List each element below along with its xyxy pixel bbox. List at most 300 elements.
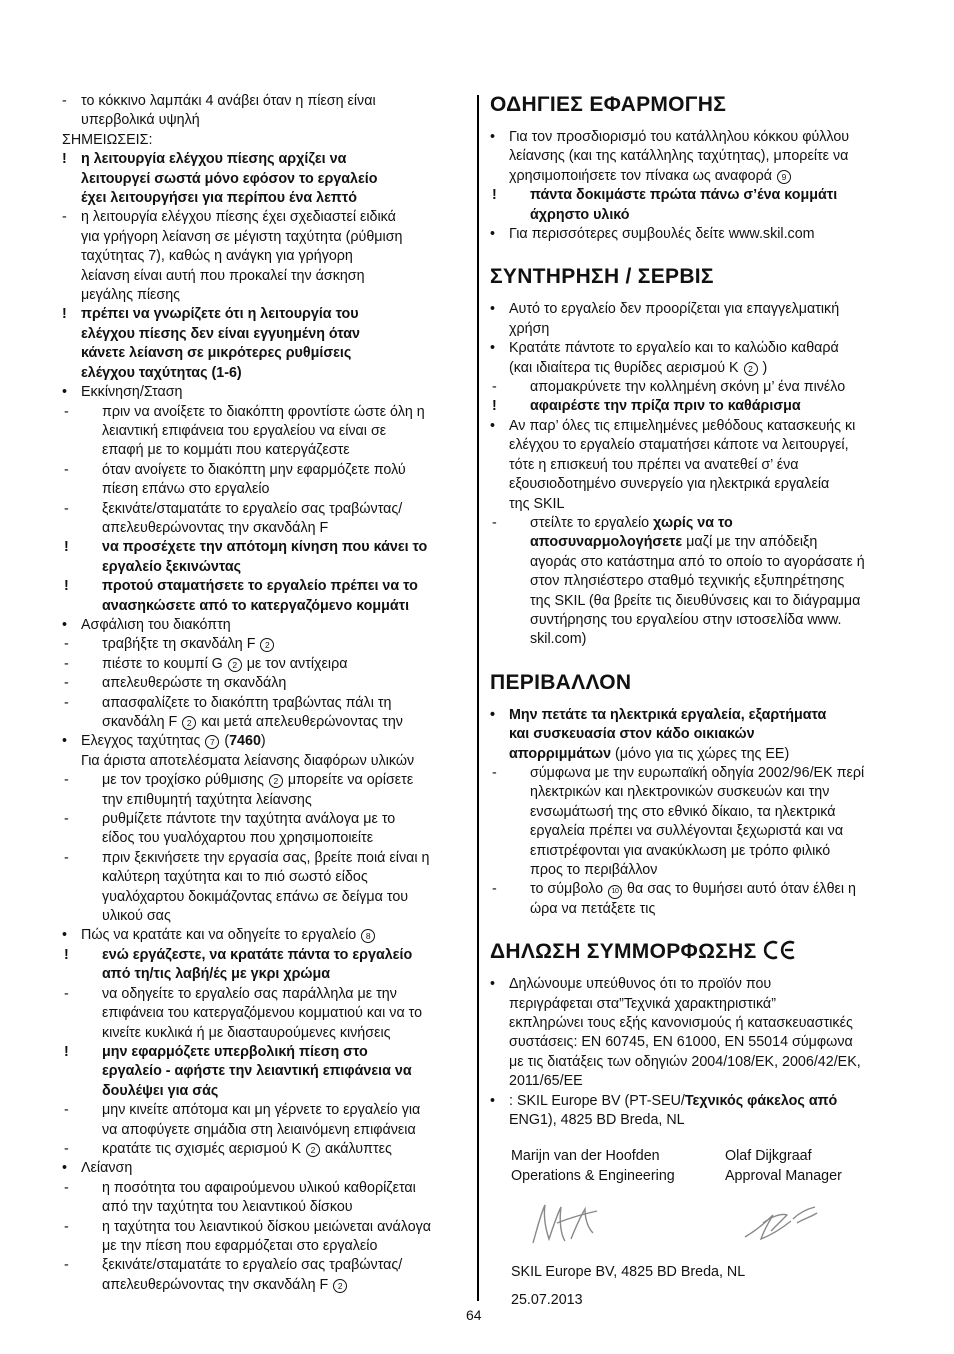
text-line xyxy=(490,300,910,319)
line-text: λείανσης (και της κατάλληλης ταχύτητας), μπορείτε να xyxy=(509,148,849,165)
text-line xyxy=(490,725,910,744)
text-line xyxy=(490,417,910,436)
line-text: Κρατάτε πάντοτε το εργαλείο και το καλώδιο καθαρά xyxy=(509,340,839,357)
callout-number: 10 xyxy=(608,885,622,899)
signatory-2 xyxy=(725,1147,842,1186)
line-text: Ελεγχος ταχύτητας xyxy=(81,733,201,750)
text-line xyxy=(490,1014,910,1033)
line-text: πάντα δοκιμάστε πρώτα πάνω σ’ένα κομμάτι xyxy=(530,187,838,204)
text-line xyxy=(62,228,466,247)
dash-marker: - xyxy=(492,379,497,396)
line-text: ακάλυπτες xyxy=(325,1140,392,1157)
text-line xyxy=(490,436,910,455)
text-line xyxy=(62,597,466,616)
warning-marker: ! xyxy=(64,578,69,595)
line-text: την επιθυμητή ταχύτητα λείανσης xyxy=(102,791,312,808)
signature-block xyxy=(511,1147,910,1347)
text-line xyxy=(62,888,466,907)
line-text: όταν ανοίγετε το διακόπτη μην εφαρμόζετε πολύ xyxy=(102,461,406,478)
text-line xyxy=(490,803,910,822)
bold-text: χωρίς να το xyxy=(653,514,733,531)
text-line xyxy=(62,441,466,460)
line-text: από τη/τις λαβή/ές με γκρι χρώμα xyxy=(102,966,331,983)
text-line xyxy=(62,208,466,227)
line-text: ηλεκτρικών και ηλεκτρονικών συσκευών και την xyxy=(530,784,830,801)
line-text: της SKIL (θα βρείτε τις διευθύνσεις και το διάγραμμα xyxy=(530,592,861,609)
text-line xyxy=(62,1237,466,1256)
line-text: η λειτουργία ελέγχου πίεσης έχει σχεδιαστεί ειδικά xyxy=(81,209,396,226)
text-line xyxy=(490,206,910,225)
bold-text: 7460 xyxy=(229,733,261,750)
text-line xyxy=(62,305,466,324)
heading-text: ΟΔΗΓΙΕΣ ΕΦΑΡΜΟΓΗΣ xyxy=(490,93,727,116)
signatory-1 xyxy=(511,1147,675,1186)
text-line xyxy=(490,378,910,397)
dash-marker: - xyxy=(64,461,69,478)
line-text: έχει λειτουργήσει για περίπου ένα λεπτό xyxy=(81,190,357,207)
heading-gap xyxy=(490,696,910,706)
text-line xyxy=(490,630,910,649)
bullet-marker: • xyxy=(490,706,496,723)
line-text: πριν να ανοίξετε το διακόπτη φροντίστε ώστε όλη η xyxy=(102,403,425,420)
line-text: πριν ξεκινήσετε την εργασία σας, βρείτε ποιά είναι η xyxy=(102,849,430,866)
handwritten-signature-2 xyxy=(741,1201,821,1247)
callout-number: 2 xyxy=(228,658,242,672)
line-text: ενώ εργάζεστε, να κρατάτε πάντα το εργαλείο xyxy=(102,946,413,963)
callout-number: 2 xyxy=(269,774,283,788)
warning-marker: ! xyxy=(62,151,67,168)
line-text: ( xyxy=(224,733,230,750)
line-text: ελέγχου το εργαλείο σταματήσει κάποτε να λειτουργεί, xyxy=(509,437,849,454)
text-line xyxy=(62,694,466,713)
bold-text: αποσυναρμολογήσετε xyxy=(530,534,683,551)
text-line xyxy=(490,1092,910,1111)
heading-gap xyxy=(490,965,910,975)
line-text: Πώς να κρατάτε και να οδηγείτε το εργαλείο xyxy=(81,927,357,944)
line-text: το κόκκινο λαμπάκι 4 ανάβει όταν η πίεση είναι xyxy=(81,93,376,109)
section-heading xyxy=(490,670,910,696)
dash-marker: - xyxy=(64,1218,69,1235)
handwritten-signature-1 xyxy=(527,1199,607,1249)
warning-marker: ! xyxy=(62,306,67,323)
dash-marker: - xyxy=(64,500,69,517)
dash-marker: - xyxy=(64,694,69,711)
text-line xyxy=(62,1159,466,1178)
callout-number: 2 xyxy=(744,362,758,376)
text-line xyxy=(490,186,910,205)
line-text: καλύτερη ταχύτητα και το πιό σωστό είδος xyxy=(102,869,368,886)
text-line xyxy=(62,461,466,480)
text-line xyxy=(490,572,910,591)
line-text: να προσέχετε την απότομη κίνηση που κάνει το xyxy=(102,539,428,556)
line-text: για γρήγορη λείανση σε μέγιστη ταχύτητα (ρύθμιση xyxy=(81,228,403,245)
dash-marker: - xyxy=(64,675,69,692)
bold-text: απορριμμάτων xyxy=(509,745,612,762)
heading-text: ΣΥΝΤΗΡΗΣΗ / ΣΕΡΒΙΣ xyxy=(490,265,714,289)
text-line xyxy=(62,771,466,790)
dash-marker: - xyxy=(64,1102,69,1119)
line-text: η ταχύτητα του λειαντικού δίσκου μειώνεται ανάλογα xyxy=(102,1218,432,1235)
text-line xyxy=(62,713,466,732)
text-line xyxy=(62,1140,466,1159)
text-line xyxy=(490,128,910,147)
line-text: ξεκινάτε/σταματάτε το εργαλείο σας τραβώντας/ xyxy=(102,500,403,517)
dash-marker: - xyxy=(64,985,69,1002)
line-text: μαζί με την απόδειξη xyxy=(682,534,818,551)
line-text: Για τον προσδιορισμό του κατάλληλου κόκκου φύλλου xyxy=(509,129,850,145)
bullet-marker: • xyxy=(490,1092,496,1109)
heading-gap xyxy=(490,290,910,300)
line-text: μην κινείτε απότομα και μη γέρνετε το εργαλείο για xyxy=(102,1102,421,1119)
text-line xyxy=(490,514,910,533)
text-line xyxy=(62,189,466,208)
signatory-role: Operations & Engineering xyxy=(511,1167,675,1184)
line-text: αφαιρέστε την πρίζα πριν το καθάρισμα xyxy=(530,398,801,415)
dash-marker: - xyxy=(64,403,69,420)
text-line xyxy=(62,635,466,654)
line-text: χρησιμοποιήσετε τον πίνακα ως αναφορά xyxy=(509,167,773,184)
text-line xyxy=(490,995,910,1014)
dash-marker: - xyxy=(64,655,69,672)
text-line xyxy=(62,849,466,868)
dash-marker: - xyxy=(62,209,67,226)
text-line xyxy=(62,1101,466,1120)
heading-text: ΠΕΡΙΒΑΛΛΟΝ xyxy=(490,670,632,694)
signatory-name: Olaf Dijkgraaf xyxy=(725,1148,812,1165)
line-text: κάνετε λείανση σε μικρότερες ρυθμίσεις xyxy=(81,345,352,362)
bullet-marker: • xyxy=(490,129,496,145)
dash-marker: - xyxy=(64,636,69,653)
text-line xyxy=(62,732,466,751)
text-line xyxy=(62,791,466,810)
left-column xyxy=(62,92,466,1295)
text-line xyxy=(62,403,466,422)
text-line xyxy=(490,1111,910,1130)
line-text: ΣΗΜΕΙΩΣΕΙΣ: xyxy=(62,131,153,148)
line-text: της SKIL xyxy=(509,495,565,512)
text-line xyxy=(490,706,910,725)
line-text: Για περισσότερες συμβουλές δείτε www.skil.com xyxy=(509,226,815,243)
warning-marker: ! xyxy=(64,946,69,963)
text-line xyxy=(62,364,466,383)
text-line xyxy=(62,344,466,363)
text-line xyxy=(490,1053,910,1072)
text-line xyxy=(62,810,466,829)
line-text: με τον τροχίσκο ρύθμισης xyxy=(102,772,264,789)
line-text: ξεκινάτε/σταματάτε το εργαλείο σας τραβώντας/ xyxy=(102,1257,403,1274)
text-line xyxy=(62,150,466,169)
callout-number: 8 xyxy=(361,929,375,943)
text-line xyxy=(490,745,910,764)
line-text: : SKIL Europe BV (PT-SEU/ xyxy=(509,1092,685,1109)
line-text: υλικού σας xyxy=(102,908,171,925)
line-text: επαφή με το κομμάτι που κατεργάζεστε xyxy=(102,442,350,459)
line-text: μπορείτε να ορίσετε xyxy=(287,772,414,789)
text-line xyxy=(62,1121,466,1140)
text-line xyxy=(62,1004,466,1023)
text-line xyxy=(62,985,466,1004)
line-text: και συσκευασία στον κάδο οικιακών xyxy=(509,726,755,743)
line-text: σκανδάλη F xyxy=(102,714,178,730)
text-line xyxy=(62,752,466,771)
line-text: (και ιδιαίτερα τις θυρίδες αερισμού K xyxy=(509,359,739,376)
declaration-date: 25.07.2013 xyxy=(511,1292,583,1309)
line-text: σύμφωνα με την ευρωπαϊκή οδηγία 2002/96/ΕΚ περί xyxy=(530,764,865,781)
text-line xyxy=(490,397,910,416)
text-line xyxy=(62,558,466,577)
bullet-marker: • xyxy=(490,301,496,318)
text-line xyxy=(62,286,466,305)
line-text: εκπληρώνει τους εξής κανονισμούς ή κατασκευαστικές xyxy=(509,1015,853,1032)
line-text: ενσωμάτωσή της στο εθνικό δίκαιο, τα ηλεκτρικά xyxy=(530,803,836,820)
text-line xyxy=(62,325,466,344)
line-text: γυαλόχαρτου δοκιμάζοντας επάνω σε δείγμα του xyxy=(102,888,409,905)
company-address: SKIL Europe BV, 4825 BD Breda, NL xyxy=(511,1264,746,1281)
bullet-marker: • xyxy=(490,226,496,243)
line-text: ) xyxy=(260,733,266,750)
line-text: μην εφαρμόζετε υπερβολική πίεση στο xyxy=(102,1043,368,1060)
text-line xyxy=(490,783,910,802)
line-text: πίεση επάνω στο εργαλείο xyxy=(102,481,270,498)
text-line xyxy=(490,611,910,630)
text-line xyxy=(490,533,910,552)
dash-marker: - xyxy=(492,764,497,781)
text-line xyxy=(490,553,910,572)
bullet-marker: • xyxy=(62,733,68,750)
line-text: ρυθμίζετε πάντοτε την ταχύτητα ανάλογα με το xyxy=(102,811,396,828)
right-column xyxy=(490,92,910,1347)
line-text: από την ταχύτητα του λειαντικού δίσκου xyxy=(102,1199,353,1216)
line-text: τότε η επισκευή του πρέπει να ανατεθεί σ’ ένα xyxy=(509,456,799,473)
line-text: απελευθερώνοντας την σκανδάλη F xyxy=(102,1276,329,1293)
text-line xyxy=(490,456,910,475)
line-text: 2011/65/ΕΕ xyxy=(509,1073,583,1090)
text-line xyxy=(62,577,466,596)
line-text: λειαντική επιφάνεια του εργαλείου να είναι σε xyxy=(102,422,387,439)
text-line xyxy=(62,829,466,848)
text-line xyxy=(62,868,466,887)
text-line xyxy=(490,339,910,358)
text-line xyxy=(62,1276,466,1295)
text-line xyxy=(62,1043,466,1062)
text-line xyxy=(62,1218,466,1237)
line-text: η λειτουργία ελέγχου πίεσης αρχίζει να xyxy=(81,151,347,168)
line-text: συντήρησης του εργαλείου στην ιστοσελίδα www. xyxy=(530,611,842,628)
warning-marker: ! xyxy=(492,187,497,204)
text-line xyxy=(490,167,910,186)
text-line xyxy=(490,359,910,378)
line-text: ελέγχου ταχύτητας (1-6) xyxy=(81,364,242,381)
text-line xyxy=(62,170,466,189)
text-line xyxy=(62,674,466,693)
line-text: στείλτε το εργαλείο xyxy=(530,514,654,531)
signatory-role: Approval Manager xyxy=(725,1167,842,1184)
line-text: Εκκίνηση/Σταση xyxy=(81,384,183,401)
line-text: ελέγχου πίεσης δεν είναι εγγυημένη όταν xyxy=(81,325,360,342)
section-heading xyxy=(490,264,910,290)
line-text: με τις διατάξεις των οδηγιών 2004/108/ΕΚ, 2006/42/ΕΚ, xyxy=(509,1053,861,1070)
line-text: είδος του γυαλόχαρτου που χρησιμοποιείτε xyxy=(102,830,374,847)
line-text: εργαλείο - αφήστε την λειαντική επιφάνεια να xyxy=(102,1063,412,1080)
text-line xyxy=(490,880,910,899)
dash-marker: - xyxy=(64,772,69,789)
section-gap xyxy=(490,244,910,264)
line-text: skil.com) xyxy=(530,631,587,648)
text-line xyxy=(62,1179,466,1198)
line-text: αγοράς στο κατάστημα από το οποίο το αγοράσατε ή xyxy=(530,553,865,570)
callout-number: 7 xyxy=(205,735,219,749)
line-text: εργαλείο ξεκινώντας xyxy=(102,558,242,575)
text-line xyxy=(490,822,910,841)
text-line xyxy=(62,480,466,499)
line-text: επιφάνεια του κατεργαζόμενου κομματιού και να το xyxy=(102,1005,423,1022)
text-line xyxy=(490,495,910,514)
text-line xyxy=(62,538,466,557)
text-line xyxy=(490,147,910,166)
line-text: απελευθερώστε τη σκανδάλη xyxy=(102,675,287,692)
line-text: στον πλησιέστερο σταθμό τεχνικής εξυπηρέτησης xyxy=(530,573,845,590)
bullet-marker: • xyxy=(62,927,68,944)
line-text: με την πίεση που εφαρμόζεται στο εργαλείο xyxy=(102,1237,378,1254)
bullet-marker: • xyxy=(62,616,68,633)
line-text: ανασηκώσετε από το κατεργαζόμενο κομμάτι xyxy=(102,597,410,614)
text-line xyxy=(62,500,466,519)
line-text: με τον αντίχειρα xyxy=(246,655,348,672)
text-line xyxy=(490,225,910,244)
text-line xyxy=(62,247,466,266)
text-line xyxy=(490,842,910,861)
line-text: Αν παρ’ όλες τις επιμελημένες μεθόδους κατασκευής κι xyxy=(509,417,856,434)
callout-number: 2 xyxy=(260,638,274,652)
line-text: και μετά απελευθερώνοντας την xyxy=(201,714,403,730)
dash-marker: - xyxy=(64,1179,69,1196)
line-text: τραβήξτε τη σκανδάλη F xyxy=(102,636,256,653)
line-text: θα σας το θυμήσει αυτό όταν έλθει η xyxy=(627,881,857,898)
section-heading xyxy=(490,92,910,118)
text-line xyxy=(490,861,910,880)
text-line xyxy=(490,1072,910,1091)
line-text: ώρα να πετάξετε τις xyxy=(530,900,656,917)
line-text: επιστρέφονται για ανακύκλωση με τρόπο φιλικό xyxy=(530,842,831,859)
line-text: ENG1), 4825 BD Breda, NL xyxy=(509,1112,685,1129)
text-line xyxy=(62,655,466,674)
text-line xyxy=(490,900,910,919)
line-text: η ποσότητα του αφαιρούμενου υλικού καθορίζεται xyxy=(102,1179,416,1196)
dash-marker: - xyxy=(492,514,497,531)
text-line xyxy=(62,965,466,984)
line-text: δουλέψει για σάς xyxy=(102,1082,219,1099)
line-text: προτού σταματήσετε το εργαλείο πρέπει να το xyxy=(102,578,418,595)
bold-text: Τεχνικός φάκελος από xyxy=(684,1092,838,1109)
line-text: λειτουργεί σωστά μόνο εφόσον το εργαλείο xyxy=(81,170,378,187)
callout-number: 2 xyxy=(306,1143,320,1157)
section-gap xyxy=(490,919,910,939)
line-text: να οδηγείτε το εργαλείο σας παράλληλα με την xyxy=(102,985,397,1002)
line-text: Αυτό το εργαλείο δεν προορίζεται για επαγγελματική xyxy=(509,301,840,318)
section-gap xyxy=(490,650,910,670)
line-text: Ασφάλιση του διακόπτη xyxy=(81,616,231,633)
column-divider xyxy=(477,95,479,1301)
line-text: πρέπει να γνωρίζετε ότι η λειτουργία του xyxy=(81,306,359,323)
text-line xyxy=(62,946,466,965)
line-text: πιέστε το κουμπί G xyxy=(102,655,223,672)
line-text: να αποφύγετε σημάδια στη λειαινόμενη επιφάνεια xyxy=(102,1121,416,1138)
warning-marker: ! xyxy=(64,1043,69,1060)
bullet-marker: • xyxy=(490,417,496,434)
bullet-marker: • xyxy=(490,976,496,993)
text-line xyxy=(62,519,466,538)
text-line xyxy=(62,926,466,945)
text-line xyxy=(62,131,466,150)
signatory-name: Marijn van der Hoofden xyxy=(511,1148,660,1165)
warning-marker: ! xyxy=(492,398,497,415)
line-text: Δηλώνουμε υπεύθυνος ότι το προϊόν που xyxy=(509,976,772,993)
text-line xyxy=(62,111,466,130)
line-text: απασφαλίζετε το διακόπτη τραβώντας πάλι τη xyxy=(102,694,392,711)
line-text: κρατάτε τις σχισμές αερισμού K xyxy=(102,1140,302,1157)
callout-number: 2 xyxy=(182,716,196,730)
callout-number: 9 xyxy=(777,170,791,184)
line-text: απομακρύνετε την κολλημένη σκόνη μ’ ένα πινέλο xyxy=(530,379,846,396)
text-line xyxy=(490,1033,910,1052)
dash-marker: - xyxy=(64,1140,69,1157)
text-line xyxy=(62,1198,466,1217)
line-text: ταχύτητας 7), καθώς η ανάγκη για γρήγορη xyxy=(81,248,353,265)
line-text: εργαλεία πρέπει να συλλέγονται ξεχωριστά και να xyxy=(530,823,844,840)
line-text: συστάσεις: EN 60745, EN 61000, EN 55014 σύμφωνα xyxy=(509,1034,853,1051)
line-text: υπερβολικά υψηλή xyxy=(81,112,200,129)
text-line xyxy=(62,92,466,111)
line-text: Μην πετάτε τα ηλεκτρικά εργαλεία, εξαρτήματα xyxy=(509,706,827,723)
line-text: προς το περιβάλλον xyxy=(530,862,658,878)
dash-marker: - xyxy=(64,1257,69,1274)
line-text: Για άριστα αποτελέσματα λείανσης διαφόρων υλικών xyxy=(81,752,415,769)
line-text: κινείτε κυκλικά ή με διασταυρούμενες κινήσεις xyxy=(102,1024,391,1041)
text-line xyxy=(62,1256,466,1275)
line-text: περιγράφεται στα”Τεχνικά χαρακτηριστικά” xyxy=(509,995,776,1012)
page-number: 64 xyxy=(466,1307,482,1323)
line-text: Λείανση xyxy=(81,1160,133,1177)
text-line xyxy=(62,1024,466,1043)
line-text: (μόνο για τις χώρες της ΕΕ) xyxy=(611,745,790,762)
line-text: άχρηστο υλικό xyxy=(530,206,630,223)
heading-text: ΔΗΛΩΣΗ ΣΥΜΜΟΡΦΩΣΗΣ xyxy=(490,940,757,964)
dash-marker: - xyxy=(62,93,67,109)
warning-marker: ! xyxy=(64,539,69,556)
text-line xyxy=(490,764,910,783)
line-text: μεγάλης πίεσης xyxy=(81,287,181,304)
heading-gap xyxy=(490,118,910,128)
line-text: το σύμβολο xyxy=(530,881,604,898)
bullet-marker: • xyxy=(490,340,496,357)
text-line xyxy=(490,320,910,339)
line-text: ) xyxy=(762,359,768,376)
line-text: εξουσιοδοτημένο συνεργείο για ηλεκτρικά εργαλεία xyxy=(509,476,830,493)
dash-marker: - xyxy=(64,849,69,866)
text-line xyxy=(490,475,910,494)
callout-number: 2 xyxy=(333,1279,347,1293)
line-text: λείανση είναι αυτή που προκαλεί την άσκηση xyxy=(81,267,365,284)
text-line xyxy=(490,975,910,994)
section-heading xyxy=(490,939,910,965)
text-line xyxy=(62,1082,466,1101)
bullet-marker: • xyxy=(62,1160,68,1177)
line-text: χρήση xyxy=(509,320,550,337)
bullet-marker: • xyxy=(62,384,68,401)
text-line xyxy=(62,422,466,441)
text-line xyxy=(490,592,910,611)
text-line xyxy=(62,267,466,286)
